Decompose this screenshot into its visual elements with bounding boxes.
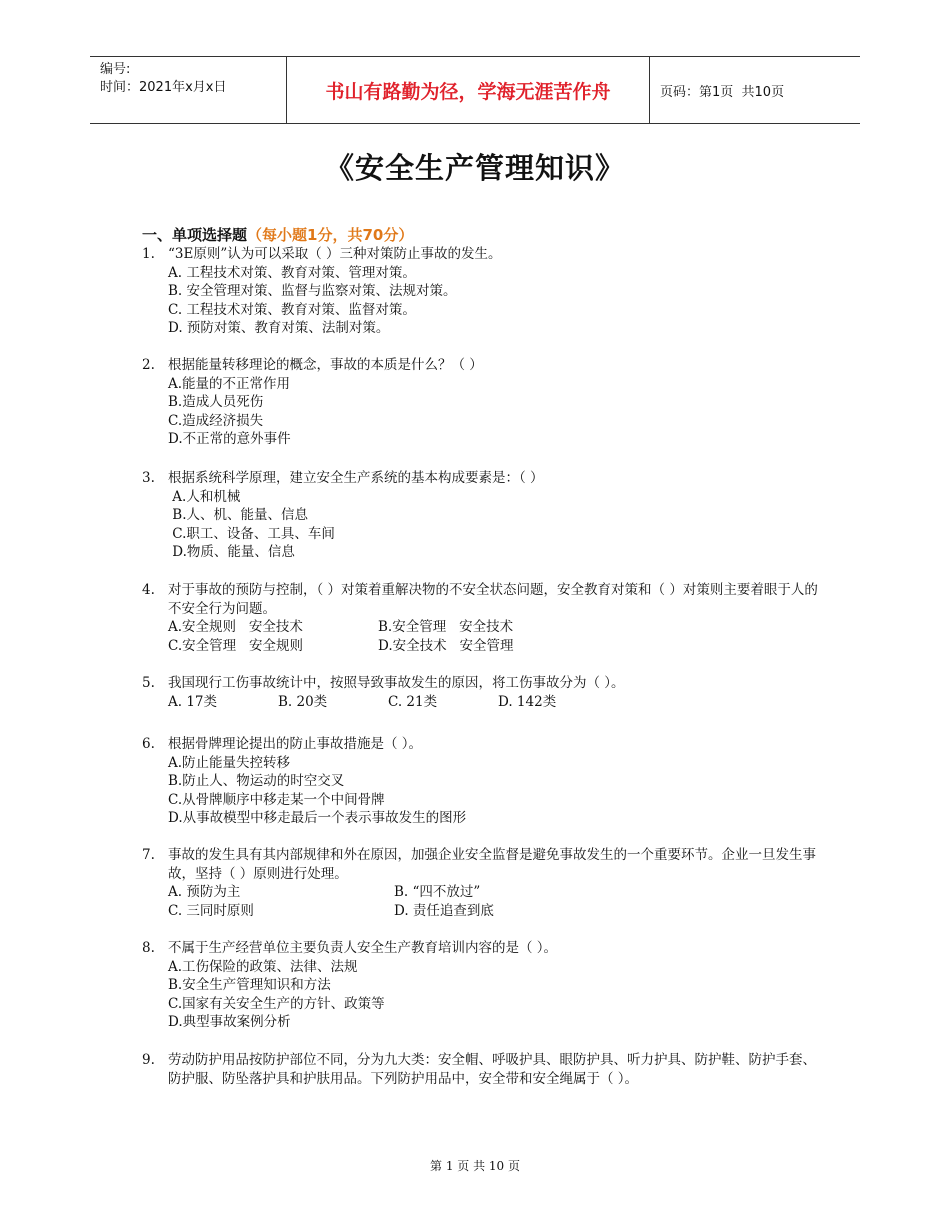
option-d: D. 预防对策、教育对策、法制对策。 — [168, 320, 390, 336]
option-c: C.国家有关安全生产的方针、政策等 — [168, 995, 385, 1012]
question-number: 5. — [142, 675, 155, 691]
question-1 — [142, 245, 818, 338]
question-stem: 根据骨牌理论提出的防止事故措施是（ ）。 — [168, 736, 423, 752]
question-number: 9. — [142, 1052, 155, 1068]
question-number: 2. — [142, 357, 155, 373]
page-footer: 第 1 页 共 10 页 — [430, 1159, 520, 1173]
option-d: D.不正常的意外事件 — [168, 431, 291, 447]
section-score-note: （每小题1分，共70分） — [247, 226, 414, 244]
question-stem: 我国现行工伤事故统计中，按照导致事故发生的原因，将工伤事故分为（ ）。 — [168, 675, 625, 691]
header-page-info — [650, 57, 860, 123]
question-number: 8. — [142, 940, 155, 956]
question-stem: 根据系统科学原理，建立安全生产系统的基本构成要素是：（ ） — [168, 470, 544, 486]
question-5 — [142, 674, 818, 711]
option-c: C. 工程技术对策、教育对策、监督对策。 — [168, 301, 416, 318]
option-a: A.防止能量失控转移 — [168, 754, 291, 771]
option-b: B.安全管理 安全技术 — [378, 619, 514, 635]
question-stem: 对于事故的预防与控制，（ ）对策着重解决物的不安全状态问题，安全教育对策和（ ）对策则主要着眼于人的不安全行为问题。 — [168, 582, 818, 617]
option-d: D.安全技术 安全管理 — [378, 637, 514, 654]
question-4 — [142, 581, 818, 655]
question-number: 7. — [142, 847, 155, 863]
option-a: A. 预防为主 — [168, 884, 241, 900]
question-number: 1. — [142, 246, 155, 262]
question-stem: 根据能量转移理论的概念，事故的本质是什么？（ ） — [168, 357, 483, 373]
option-d: D. 责任追查到底 — [394, 902, 494, 919]
question-8 — [142, 939, 818, 1032]
question-6 — [142, 735, 818, 828]
option-c: C.安全管理 安全规则 — [168, 637, 304, 654]
option-a: A. 工程技术对策、教育对策、管理对策。 — [168, 264, 416, 281]
option-a: A.工伤保险的政策、法律、法规 — [168, 958, 358, 975]
question-2 — [142, 356, 818, 449]
question-7 — [142, 846, 818, 920]
option-a: A.人和机械 — [168, 488, 241, 505]
option-b: B.造成人员死伤 — [168, 394, 264, 410]
option-d: D. 142类 — [498, 693, 557, 710]
question-number: 6. — [142, 736, 155, 752]
option-d: D.典型事故案例分析 — [168, 1014, 291, 1030]
option-a: A.安全规则 安全技术 — [168, 619, 303, 635]
option-b: B.防止人、物运动的时空交叉 — [168, 773, 345, 789]
option-b: B. 安全管理对策、监督与监察对策、法规对策。 — [168, 283, 457, 299]
question-number: 4. — [142, 582, 155, 598]
option-c: C.职工、设备、工具、车间 — [168, 525, 335, 542]
option-b: B. 20类 — [278, 693, 328, 710]
option-a: A. 17类 — [168, 693, 218, 710]
header-meta — [90, 57, 287, 123]
option-c: C.造成经济损失 — [168, 412, 264, 429]
page-info-text: 页码：第1页 共10页 — [660, 84, 785, 100]
option-d: D.物质、能量、信息 — [168, 544, 295, 560]
question-3 — [142, 469, 818, 562]
option-c: C. 21类 — [388, 693, 438, 710]
question-number: 3. — [142, 470, 155, 486]
number-label: 编号: — [100, 62, 131, 77]
header-motto: 书山有路勤为径，学海无涯苦作舟 — [287, 57, 650, 123]
question-stem: 劳动防护用品按防护部位不同，分为九大类：安全帽、呼吸护具、眼防护具、听力护具、防护鞋、防护手套、防护服、防坠落护具和护肤用品。下列防护用品中，安全带和安全绳属于（ ）。 — [168, 1052, 816, 1087]
question-stem: 不属于生产经营单位主要负责人安全生产教育培训内容的是（ ）。 — [168, 940, 558, 956]
option-d: D.从事故模型中移走最后一个表示事故发生的图形 — [168, 810, 467, 826]
question-stem: “3E原则”认为可以采取（ ）三种对策防止事故的发生。 — [168, 246, 502, 262]
question-9 — [142, 1051, 818, 1088]
question-stem: 事故的发生具有其内部规律和外在原因，加强企业安全监督是避免事故发生的一个重要环节。企业一旦发生事故，坚持（ ）原则进行处理。 — [168, 847, 816, 882]
document-title: 《安全生产管理知识》 — [324, 151, 625, 185]
time-label: 时间：2021年x月x日 — [100, 80, 227, 95]
section-heading-text: 一、单项选择题 — [142, 226, 248, 244]
option-c: C. 三同时原则 — [168, 902, 254, 919]
option-b: B.安全生产管理知识和方法 — [168, 977, 331, 993]
page-header — [90, 56, 860, 124]
option-c: C.从骨牌顺序中移走某一个中间骨牌 — [168, 791, 385, 808]
section-heading — [142, 224, 413, 245]
option-b: B.人、机、能量、信息 — [168, 507, 309, 523]
option-a: A.能量的不正常作用 — [168, 375, 291, 392]
option-b: B. “四不放过” — [394, 884, 481, 900]
